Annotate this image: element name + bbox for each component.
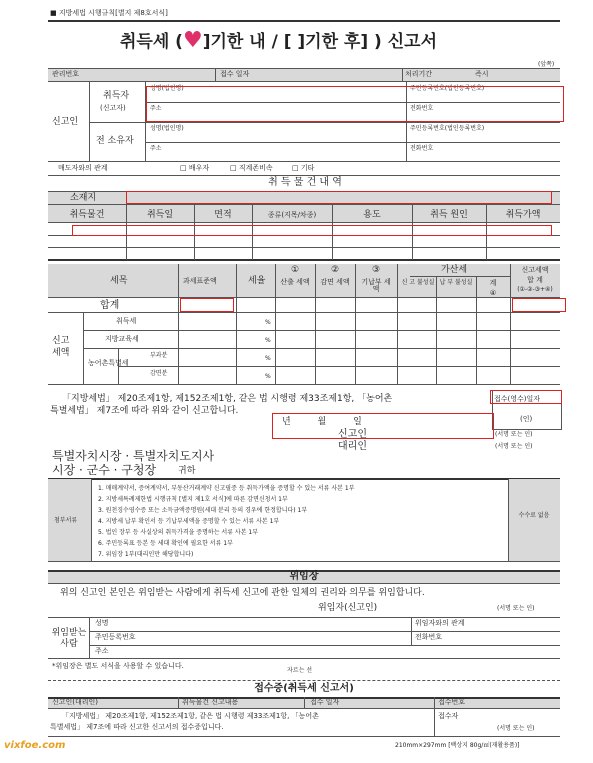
total-label: 합계 — [100, 300, 120, 311]
divider — [84, 348, 560, 349]
receipt-title: 접수증(취득세 신고서) — [254, 683, 354, 694]
attachment-item-2: 2. 지방세특례제한법 시행규칙 [별지 제1호 서식]에 따른 감면신청서 1부 — [98, 496, 288, 503]
divider — [48, 312, 560, 313]
final-tax-formula: (①-②-③+④) — [517, 286, 553, 293]
report-tax-label: 신고 세액 — [52, 336, 70, 358]
divider — [90, 645, 560, 646]
corner-mark: (앞쪽) — [538, 61, 555, 68]
declaration-line2: 특별세법」 제7조에 따라 위와 같이 신고합니다. — [50, 406, 239, 416]
add-tax-sub1: 신 고 불성실 — [401, 279, 435, 286]
recipient-line2: 시장 · 군수 · 구청장 — [52, 463, 157, 477]
divider — [146, 142, 560, 143]
col-price: 취득가액 — [505, 210, 541, 220]
recipient-line1: 특별자치시장 · 특별자치도지사 — [52, 449, 215, 463]
acquisition-title: 취 득 물 건 내 역 — [268, 177, 342, 188]
prev-id-field[interactable]: 주민등록번호(법인등록번호) — [410, 125, 485, 132]
delegator-label: 위임자(신고인) — [318, 603, 378, 613]
mgmt-no-label: 관리번호 — [52, 70, 80, 78]
col-date: 취득일 — [146, 210, 174, 220]
highlight-acquirer — [146, 86, 564, 122]
acquirer-name-field[interactable]: 성명(법인명) — [150, 85, 184, 92]
attachments-list — [98, 483, 504, 560]
delegator-sign: (서명 또는 인) — [497, 605, 535, 612]
divider — [215, 68, 216, 82]
cut-label: 자르는 선 — [284, 668, 315, 674]
col-area: 면적 — [214, 210, 232, 220]
edu-tax-row: 지방교육세 — [105, 335, 139, 343]
final-tax-header2: 합 계 — [527, 276, 543, 284]
prev-address-field[interactable]: 주소 — [150, 145, 162, 152]
divider — [118, 366, 560, 367]
attachment-item-5: 5. 법인 장부 등 사실상의 취득가격을 증명하는 서류 사본 1부 — [98, 529, 259, 536]
paid-num: ③ — [371, 265, 381, 275]
add-tax-sub2: 납 부 불성실 — [439, 279, 473, 286]
add-tax-sub3: 계 — [489, 279, 497, 287]
col-kind: 종류(지목/차종) — [267, 211, 317, 219]
receipt-acq-item: 취득물건 신고내용 — [182, 698, 239, 706]
pct-3: % — [265, 355, 271, 362]
receiver-address-field[interactable]: 주소 — [95, 647, 109, 655]
watermark: vixfoe.com — [4, 740, 66, 751]
receiver-phone-field[interactable]: 전화번호 — [415, 633, 443, 641]
tax-rate-header: 세율 — [248, 276, 266, 286]
divider — [434, 709, 435, 736]
delegation-note: *위임장은 별도 서식을 사용할 수 있습니다. — [52, 662, 184, 670]
receipt-reporter: 신고인(대리인) — [52, 698, 99, 706]
declaration-reporter: 신고인 — [338, 429, 367, 440]
divider — [90, 631, 560, 632]
processing-period-value: 즉시 — [475, 70, 489, 78]
receipt-no: 접수번호 — [438, 698, 466, 706]
attachments-label: 첨부서류 — [54, 517, 78, 524]
location-label: 소재지 — [70, 193, 97, 203]
receiver-label: 위임받는 사람 — [51, 628, 87, 649]
fee-label: 수수료 없음 — [518, 512, 550, 519]
col-item: 취득물건 — [69, 210, 105, 220]
final-tax-header: 신고세액 — [521, 266, 549, 274]
reporter-label: 신고인 — [52, 117, 79, 127]
prev-name-field[interactable]: 성명(법인명) — [150, 125, 184, 132]
divider — [402, 68, 403, 82]
divider — [84, 330, 560, 331]
divider — [48, 247, 560, 248]
page-title: 취득세 (♥]기한 내 / [ ]기한 후] ) 신고서 — [120, 28, 437, 53]
divider — [434, 697, 435, 709]
acquirer-sub-label: (신고자) — [100, 104, 126, 112]
reduction-num: ② — [330, 265, 340, 275]
add-tax-sub3-num: ④ — [489, 289, 497, 297]
divider — [48, 384, 560, 385]
prev-phone-field[interactable]: 전화번호 — [410, 145, 434, 152]
receipt-receiver: 접수자 — [438, 712, 459, 720]
processing-period-label: 처리기간 — [405, 70, 433, 78]
sign-reporter: (서명 또는 인) — [495, 431, 533, 438]
acquirer-label: 취득자 — [103, 91, 130, 101]
receipt-body2: 특별세법」 제7조에 따라 신고한 신고서의 접수증입니다. — [50, 723, 224, 731]
relation-spouse-checkbox[interactable]: □ 배우자 — [180, 164, 210, 172]
declaration-agent: 대리인 — [338, 441, 367, 452]
paid-header: 기납부 세 액 — [361, 278, 391, 293]
attachment-item-4: 4. 지방세 납부 확인서 등 기납부세액을 증명할 수 있는 서류 사본 1부 — [98, 518, 280, 525]
tax-item-header: 세목 — [110, 276, 128, 286]
rural-sub2: 감면분 — [150, 370, 168, 377]
receipt-body1: 「지방세법」 제20조제1항, 제152조제1항, 같은 법 시행령 제33조제1항, 「농어촌 — [62, 712, 319, 720]
relation-lineal-checkbox[interactable]: □ 직계존비속 — [230, 164, 273, 172]
header-rule — [48, 20, 560, 22]
relation-label: 매도자와의 관계 — [58, 164, 108, 172]
tax-base-header: 과세표준액 — [183, 277, 217, 285]
recipient-suffix: 귀하 — [178, 466, 196, 476]
attachment-item-7: 7. 위임장 1부(대리인만 해당합니다) — [98, 551, 194, 558]
attachment-item-3: 3. 원천징수영수증 또는 소득금액증명원(세대 분리 등의 경우에 한정합니다) 1부 — [98, 507, 308, 514]
highlight-total-final — [512, 298, 566, 312]
sign-agent: (서명 또는 인) — [495, 443, 533, 450]
add-tax-header: 가산세 — [440, 265, 468, 275]
divider — [411, 617, 412, 645]
col-usage: 용도 — [363, 210, 381, 220]
acquirer-phone-field[interactable]: 전화번호 — [410, 105, 434, 112]
highlight-stamp — [490, 390, 562, 404]
cut-line — [48, 680, 560, 681]
receipt-sign: (서명 또는 인) — [497, 725, 535, 732]
receiver-id-field[interactable]: 주민등록번호 — [95, 633, 136, 641]
divider — [304, 697, 305, 709]
rural-tax-row: 농어촌특별세 — [88, 359, 129, 367]
receiver-relation-field[interactable]: 위임자와의 관계 — [415, 619, 465, 627]
heart-icon: ♥ — [182, 28, 203, 53]
calc-tax-num: ① — [290, 265, 300, 275]
col-cause: 취득 원인 — [430, 210, 468, 220]
stamp-seal: (인) — [520, 415, 533, 423]
receipt-date-label: 접수 일자 — [220, 70, 250, 78]
receipt-date: 접수 일자 — [310, 698, 340, 706]
highlight-location — [126, 191, 552, 204]
acq-tax-row: 취득세 — [116, 317, 137, 325]
relation-other-checkbox[interactable]: □ 기타 — [292, 164, 315, 172]
calc-tax-header: 산출 세액 — [280, 278, 310, 286]
attachment-item-1: 1. 매매계약서, 증여계약서, 부동산거래계약 신고필증 등 취득가액을 증명할 수 있는 서류 사본 1부 — [98, 485, 355, 492]
delegation-title: 위임장 — [289, 571, 319, 582]
reduction-header: 감면 세액 — [320, 278, 350, 286]
divider — [90, 122, 560, 123]
delegation-text: 위의 신고인 본인은 위임받는 사람에게 취득세 신고에 관한 일체의 권리와 의무를 위임합니다. — [60, 588, 425, 598]
pct-4: % — [265, 373, 271, 380]
pct-1: % — [265, 319, 271, 326]
attachment-item-6: 6. 주민등록표 등본 등 세대 확인에 필요한 서류 1부 — [98, 540, 233, 547]
paper-size: 210mm×297mm [백상지 80g/㎡(재활용품)] — [395, 742, 520, 749]
acquirer-id-field[interactable]: 주민등록번호(법인등록번호) — [410, 85, 485, 92]
divider — [48, 259, 560, 261]
prev-owner-label: 전 소유자 — [96, 136, 134, 146]
declaration-date: 년 월 일 — [282, 417, 362, 427]
divider — [48, 736, 560, 737]
form-reference: ■ 지방세법 시행규칙[별지 제8호서식] — [50, 9, 168, 17]
declaration-line1: 「지방세법」 제20조제1항, 제152조제1항, 같은 법 시행령 제33조제1항, 「농어촌 — [62, 394, 393, 404]
stamp-label: 접수(영수)일자 — [494, 395, 541, 403]
divider — [410, 276, 510, 277]
highlight-acquisition-row — [72, 225, 552, 236]
receiver-name-field[interactable]: 성명 — [95, 619, 109, 627]
pct-2: % — [265, 337, 271, 344]
acquirer-address-field[interactable]: 주소 — [150, 105, 162, 112]
rural-sub1: 부과분 — [150, 352, 168, 359]
highlight-date — [272, 413, 494, 439]
highlight-total-base — [180, 298, 234, 312]
divider — [178, 697, 179, 709]
